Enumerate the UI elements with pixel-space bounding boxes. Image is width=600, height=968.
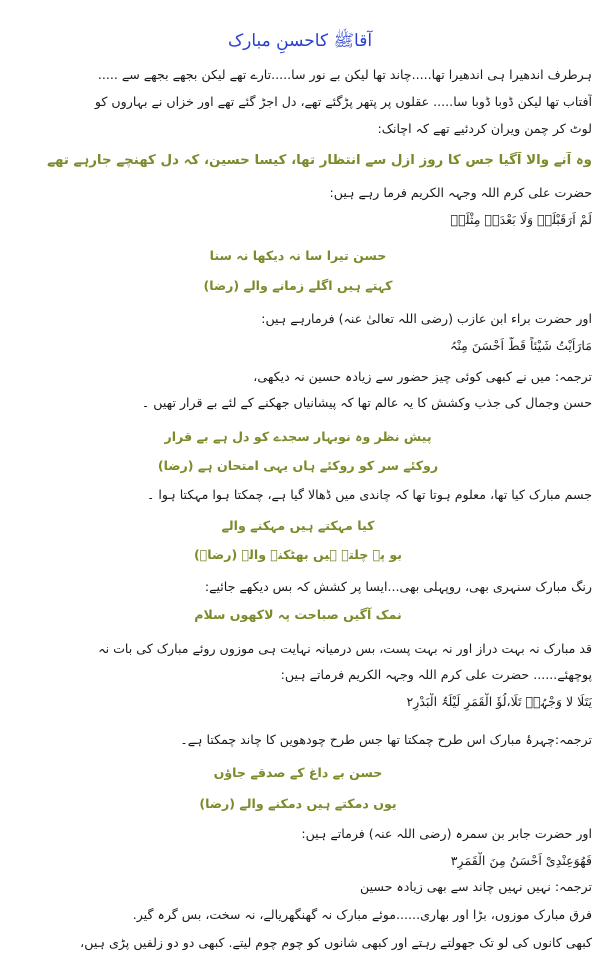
paragraph-line: لوٹ کر چمن ویران کردئیے تھے کہ اچانک: <box>377 121 592 136</box>
poem-line: پیش نظر وہ نوبہار سجدے کو دل ہے بے قرار <box>164 429 432 444</box>
paragraph-line: فرق مبارک موزوں، بڑا اور بھاری......موئے مبارک نہ گھنگھریالے، نہ سخت، بس گرہ گیر. <box>132 907 592 922</box>
paragraph-line: ترجمہ:چہرۂ مبارک اس طرح چمکتا تھا جس طرح چودھویں کا چاند چمکتا ہے۔ <box>180 732 592 747</box>
emphasis-line: وہ آنے والا آگیا جس کا روز ازل سے انتظار تھا، کیسا حسین، کہ دل کھنچے جارہے تھے <box>47 153 592 168</box>
paragraph-line: اور حضرت جابر بن سمرہ (رضی اللہ عنہ) فرماتے ہیں: <box>301 826 592 841</box>
arabic-quote: یَتَلَا لا وَجْہُہٗ تَلَا،لُؤَ الْقَمَرِ لَیْلَۃُ الْبَدْرِ۲ <box>406 694 592 709</box>
arabic-quote: لَمْ اَرَقَبْلَہٗ وَلَا بَعْدَہٗ مِثْلَہٗ <box>450 212 592 227</box>
paragraph-line: ترجمہ: میں نے کبھی کوئی چیز حضور سے زیادہ حسین نہ دیکھی، <box>253 369 592 384</box>
poem-line: کہتے ہیں اگلے زمانے والے (رضا) <box>203 278 393 293</box>
page-title: آقاﷺ کاحسنِ مبارک <box>227 31 373 51</box>
paragraph-line: آفتاب تھا لیکن ڈوبا ڈوبا سا..... عقلوں پر پتھر پڑگئے تھے، دل اجڑ گئے تھے اور خزاں نے بہاروں کو <box>94 94 592 109</box>
poem-line: کیا مہکتے ہیں مہکنے والے <box>221 518 375 533</box>
poem-line: حسن بے داغ کے صدقے جاؤں <box>213 765 383 780</box>
poem-line: روکئے سر کو روکئے ہاں یہی امتحان ہے (رضا) <box>157 458 439 473</box>
paragraph-line: قد مبارک نہ بہت دراز اور نہ بہت پست، بس درمیانہ نہایت ہی موزوں روئے مبارک کی بات نہ <box>98 641 592 656</box>
arabic-quote: مَارَاَیْتُ شَیْئاً قَطُّ اَحْسَنَ مِنْہُ <box>449 338 592 353</box>
poem-line: نمک آگیں صباحت پہ لاکھوں سلام <box>194 607 402 622</box>
paragraph-line: ہرطرف اندھیرا ہی اندھیرا تھا.....چاند تھا لیکن بے نور سا.....تارے تھے لیکن بجھے بجھے سے ..... <box>97 67 592 82</box>
paragraph-line: حسن وجمال کی جذب وکشش کا یہ عالم تھا کہ پیشانیاں جھکنے کے لئے بے قرار تھیں ۔ <box>141 395 592 410</box>
paragraph-line: اور حضرت براء ابن عازب (رضی اللہ تعالیٰ عنہ) فرمارہے ہیں: <box>261 311 592 326</box>
paragraph-line: ترجمہ: نہیں نہیں چاند سے بھی زیادہ حسین <box>359 879 592 894</box>
paragraph-line: جسم مبارک کیا تھا، معلوم ہوتا تھا کہ چاندی میں ڈھالا گیا ہے، چمکتا ہوا مہکتا ہوا ۔ <box>146 487 592 502</box>
poem-line: یوں دمکتے ہیں دمکنے والے (رضا) <box>199 796 397 811</box>
paragraph-line: پوچھئے...... حضرت علی کرم اللہ وجہہ الکریم فرماتے ہیں: <box>280 667 592 682</box>
poem-line: بو پہ چلتے ہیں بھٹکنے والے (رضاؔ) <box>193 547 403 562</box>
poem-line: حسن تیرا سا نہ دیکھا نہ سنا <box>209 248 387 263</box>
paragraph-line: کبھی کانوں کی لو تک جھولتے رہتے اور کبھی شانوں کو چوم چوم لیتے. کبھی دو دو زلفیں پڑی ہیں، <box>80 935 592 950</box>
paragraph-line: حضرت علی کرم اللہ وجہہ الکریم فرما رہے ہیں: <box>329 185 592 200</box>
arabic-quote: فَھُوَعِنْدِیْ اَحْسَنُ مِنَ الْقَمَرِ۳ <box>450 853 592 868</box>
paragraph-line: رنگ مبارک سنہری بھی، روپہلی بھی...ایسا پر کشش کہ بس دیکھے جائیے: <box>204 579 592 594</box>
